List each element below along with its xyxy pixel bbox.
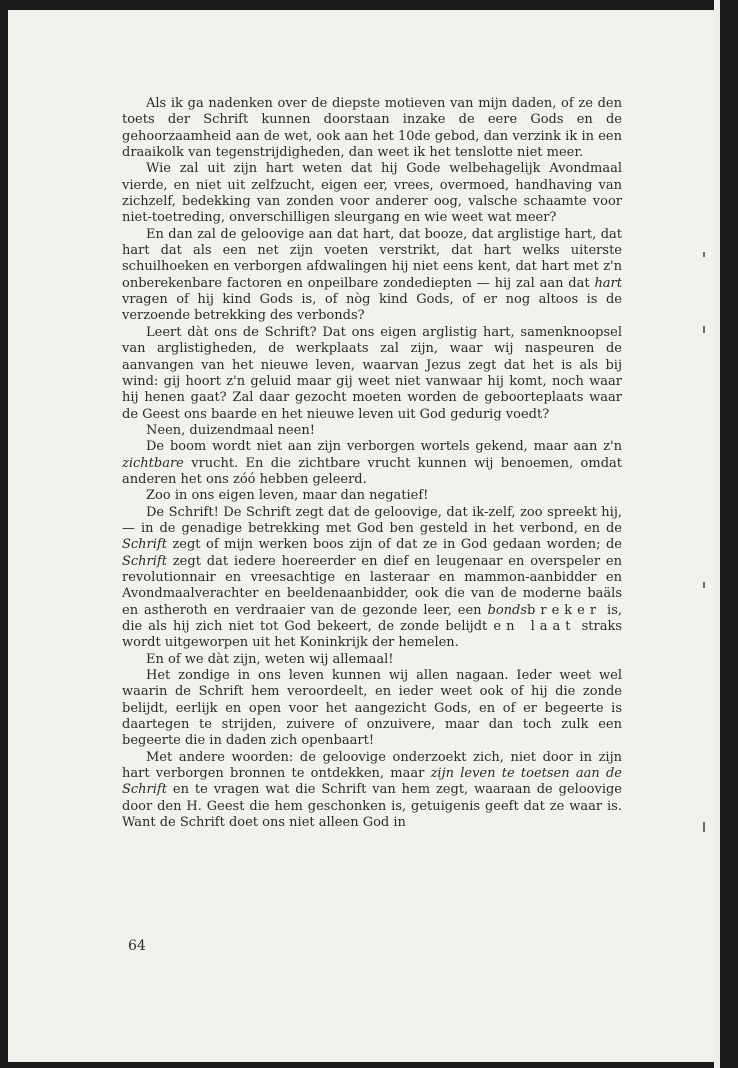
paragraph: En dan zal de geloovige aan dat hart, dat booze, dat arglistige hart, dat hart dat als een net zijn voeten verstrikt, dat hart welks uiterste schuilhoeken en verborgen afdwalingen hij niet eens kent, dat hart met z'n onberekenbare factoren en onpeilbare zondediepten — hij zal aan dat hart vragen of hij kind Gods is, of nòg kind Gods, of er nog altoos is de verzoende betrekking des verbonds?	[122, 226, 622, 324]
margin-mark	[703, 582, 705, 588]
paragraph: Leert dàt ons de Schrift? Dat ons eigen arglistig hart, samenknoopsel van arglistigheden, de werkplaats zal zijn, waar wij naspeuren de aanvangen van het nieuwe leven, waarvan Jezus zegt dat het is als bij wind: gij hoort z'n geluid maar gij weet niet vanwaar hij komt, noch waar hij henen gaat? Zal daar gezocht moeten worden de geboorteplaats waar de Geest ons baarde en het nieuwe leven uit God gedurig voedt?	[122, 324, 622, 422]
paragraph: Wie zal uit zijn hart weten dat hij Gode welbehagelijk Avondmaal vierde, en niet uit zelfzucht, eigen eer, vrees, overmoed, handhaving van zichzelf, bedekking van zonden voor anderer oog, valsche schaamte voor niet-toetreding, onverschilligen sleurgang en wie weet wat meer?	[122, 161, 622, 226]
page-number: 64	[128, 938, 146, 954]
page-edge	[714, 0, 738, 1068]
paragraph: En of we dàt zijn, weten wij allemaal!	[146, 651, 394, 667]
paragraph: De Schrift! De Schrift zegt dat de geloovige, dat ik-zelf, zoo spreekt hij, — in de genadige betrekking met God ben gesteld in het verbond, en de Schrift zegt of mijn werken boos zijn of dat ze in God gedaan worden; de Schrift zegt dat iedere hoereerder en dief en leugenaar en overspeler en revolutionnair en vreesachtige en lasteraar en mammon-aanbidder en Avondmaalverachter en beeldenaanbidder, ook die van de moderne baäls en astheroth en verdraaier van de gezonde leer, een bondsbreker is, die als hij zich niet tot God bekeert, de zonde belijdt en laat straks wordt uitgeworpen uit het Koninkrijk der hemelen.	[122, 504, 623, 651]
paragraph: Het zondige in ons leven kunnen wij allen nagaan. Ieder weet wel waarin de Schrift hem veroordeelt, en ieder weet ook of hij die zonde belijdt, eerlijk en open voor het aangezicht Gods, en of er begeerte is daartegen te strijden, zuivere of onzuivere, maar dan toch zulk een begeerte die in daden zich openbaart!	[122, 668, 622, 749]
paragraph: Neen, duizendmaal neen!	[146, 422, 315, 438]
paragraph: Zoo in ons eigen leven, maar dan negatief!	[146, 488, 429, 504]
margin-mark	[703, 252, 705, 257]
paragraph: Als ik ga nadenken over de diepste motieven van mijn daden, of ze den toets der Schrift kunnen doorstaan inzake de eere Gods en de gehoorzaamheid aan de wet, ook aan het 10de gebod, dan verzink ik in een draaikolk van tegenstrijdigheden, dan weet ik het tenslotte niet meer.	[122, 96, 622, 161]
margin-mark	[703, 326, 705, 333]
paragraph: De boom wordt niet aan zijn verborgen wortels gekend, maar aan z'n zichtbare vrucht. En die zichtbare vrucht kunnen wij benoemen, omdat anderen het ons zóó hebben geleerd.	[122, 439, 622, 487]
body-text	[122, 96, 622, 831]
paragraph: Met andere woorden: de geloovige onderzoekt zich, niet door in zijn hart verborgen bronnen te ontdekken, maar zijn leven te toetsen aan de Schrift en te vragen wat die Schrift van hem zegt, waaraan de geloovige door den H. Geest die hem geschonken is, getuigenis geeft dat ze waar is. Want de Schrift doet ons niet alleen God in	[122, 749, 622, 831]
margin-mark	[703, 822, 705, 832]
